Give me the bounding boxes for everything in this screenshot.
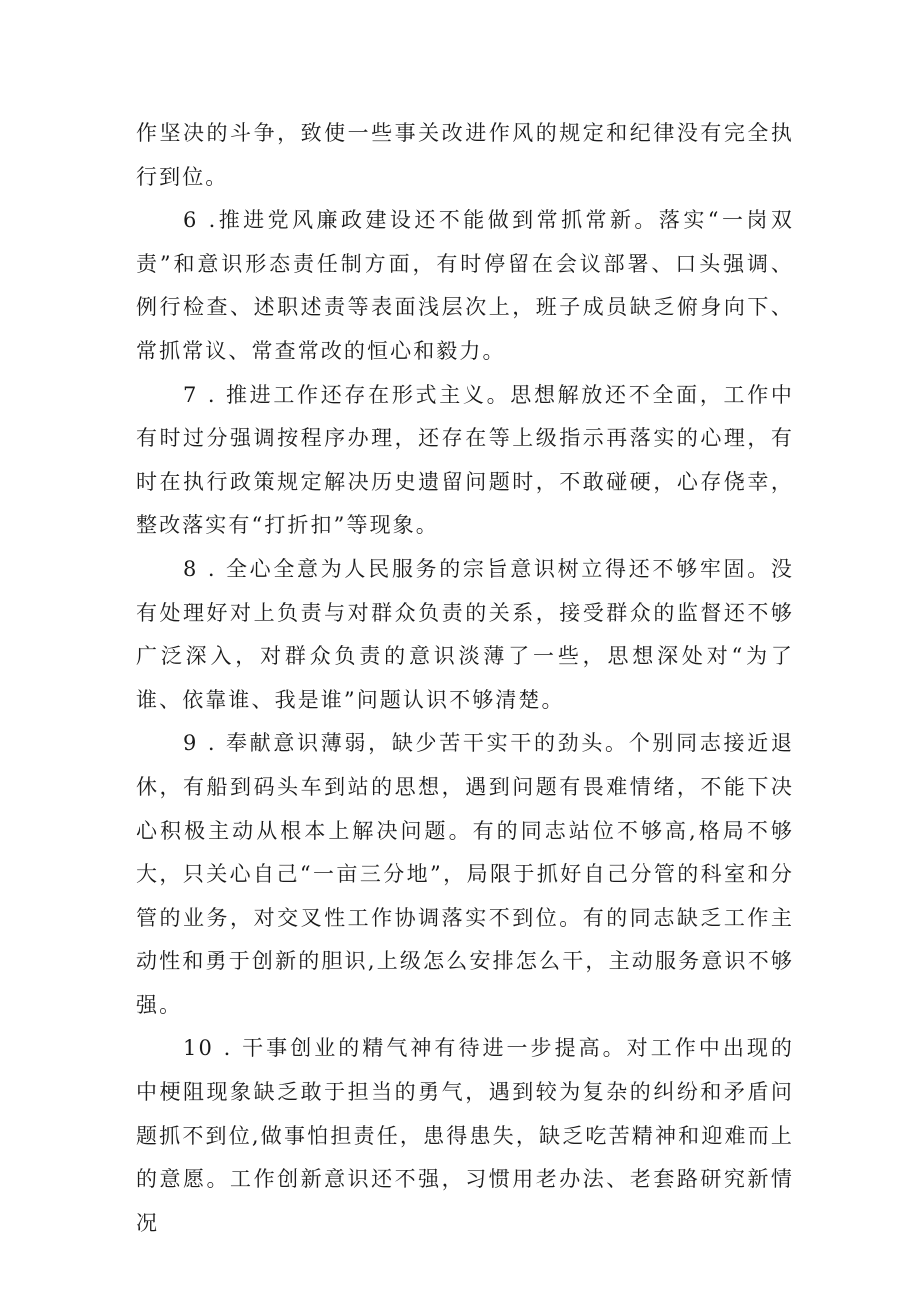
paragraph-item-8: 8 . 全心全意为人民服务的宗旨意识树立得还不够牢固。没有处理好对上负责与对群众负责的关系，接受群众的监督还不够广泛深入，对群众负责的意识淡薄了一些，思想深处对“为了谁、依靠谁、我是谁”问题认识不够清楚。 (136, 556, 794, 712)
paragraph-item-6: 6 .推进党风廉政建设还不能做到常抓常新。落实“一岗双责”和意识形态责任制方面，有时停留在会议部署、口头强调、例行检查、述职述责等表面浅层次上，班子成员缺乏俯身向下、常抓常议、常查常改的恒心和毅力。 (136, 208, 794, 363)
paragraph-item-7: 7 . 推进工作还存在形式主义。思想解放还不全面，工作中有时过分强调按程序办理，还存在等上级指示再落实的心理，有时在执行政策规定解决历史遗留问题时，不敢碰硬，心存侥幸，整改落实有“打折扣”等现象。 (136, 382, 794, 538)
paragraph-continuation: 作坚决的斗争，致使一些事关改进作风的规定和纪律没有完全执行到位。 (136, 121, 794, 189)
document-body (136, 112, 794, 1245)
paragraph-item-9: 9 . 奉献意识薄弱，缺少苦干实干的劲头。个别同志接近退休，有船到码头车到站的思想，遇到问题有畏难情绪，不能下决心积极主动从根本上解决问题。有的同志站位不够高,格局不够大，只关心自己“一亩三分地”，局限于抓好自己分管的科室和分管的业务，对交叉性工作协调落实不到位。有的同志缺乏工作主动性和勇于创新的胆识,上级怎么安排怎么干，主动服务意识不够强。 (136, 731, 794, 1017)
paragraph-item-10: 10 . 干事创业的精气神有待进一步提高。对工作中出现的中梗阻现象缺乏敢于担当的勇气，遇到较为复杂的纠纷和矛盾问题抓不到位,做事怕担责任，患得患失，缺乏吃苦精神和迎难而上的意愿。工作创新意识还不强，习惯用老办法、老套路研究新情况 (136, 1036, 794, 1235)
